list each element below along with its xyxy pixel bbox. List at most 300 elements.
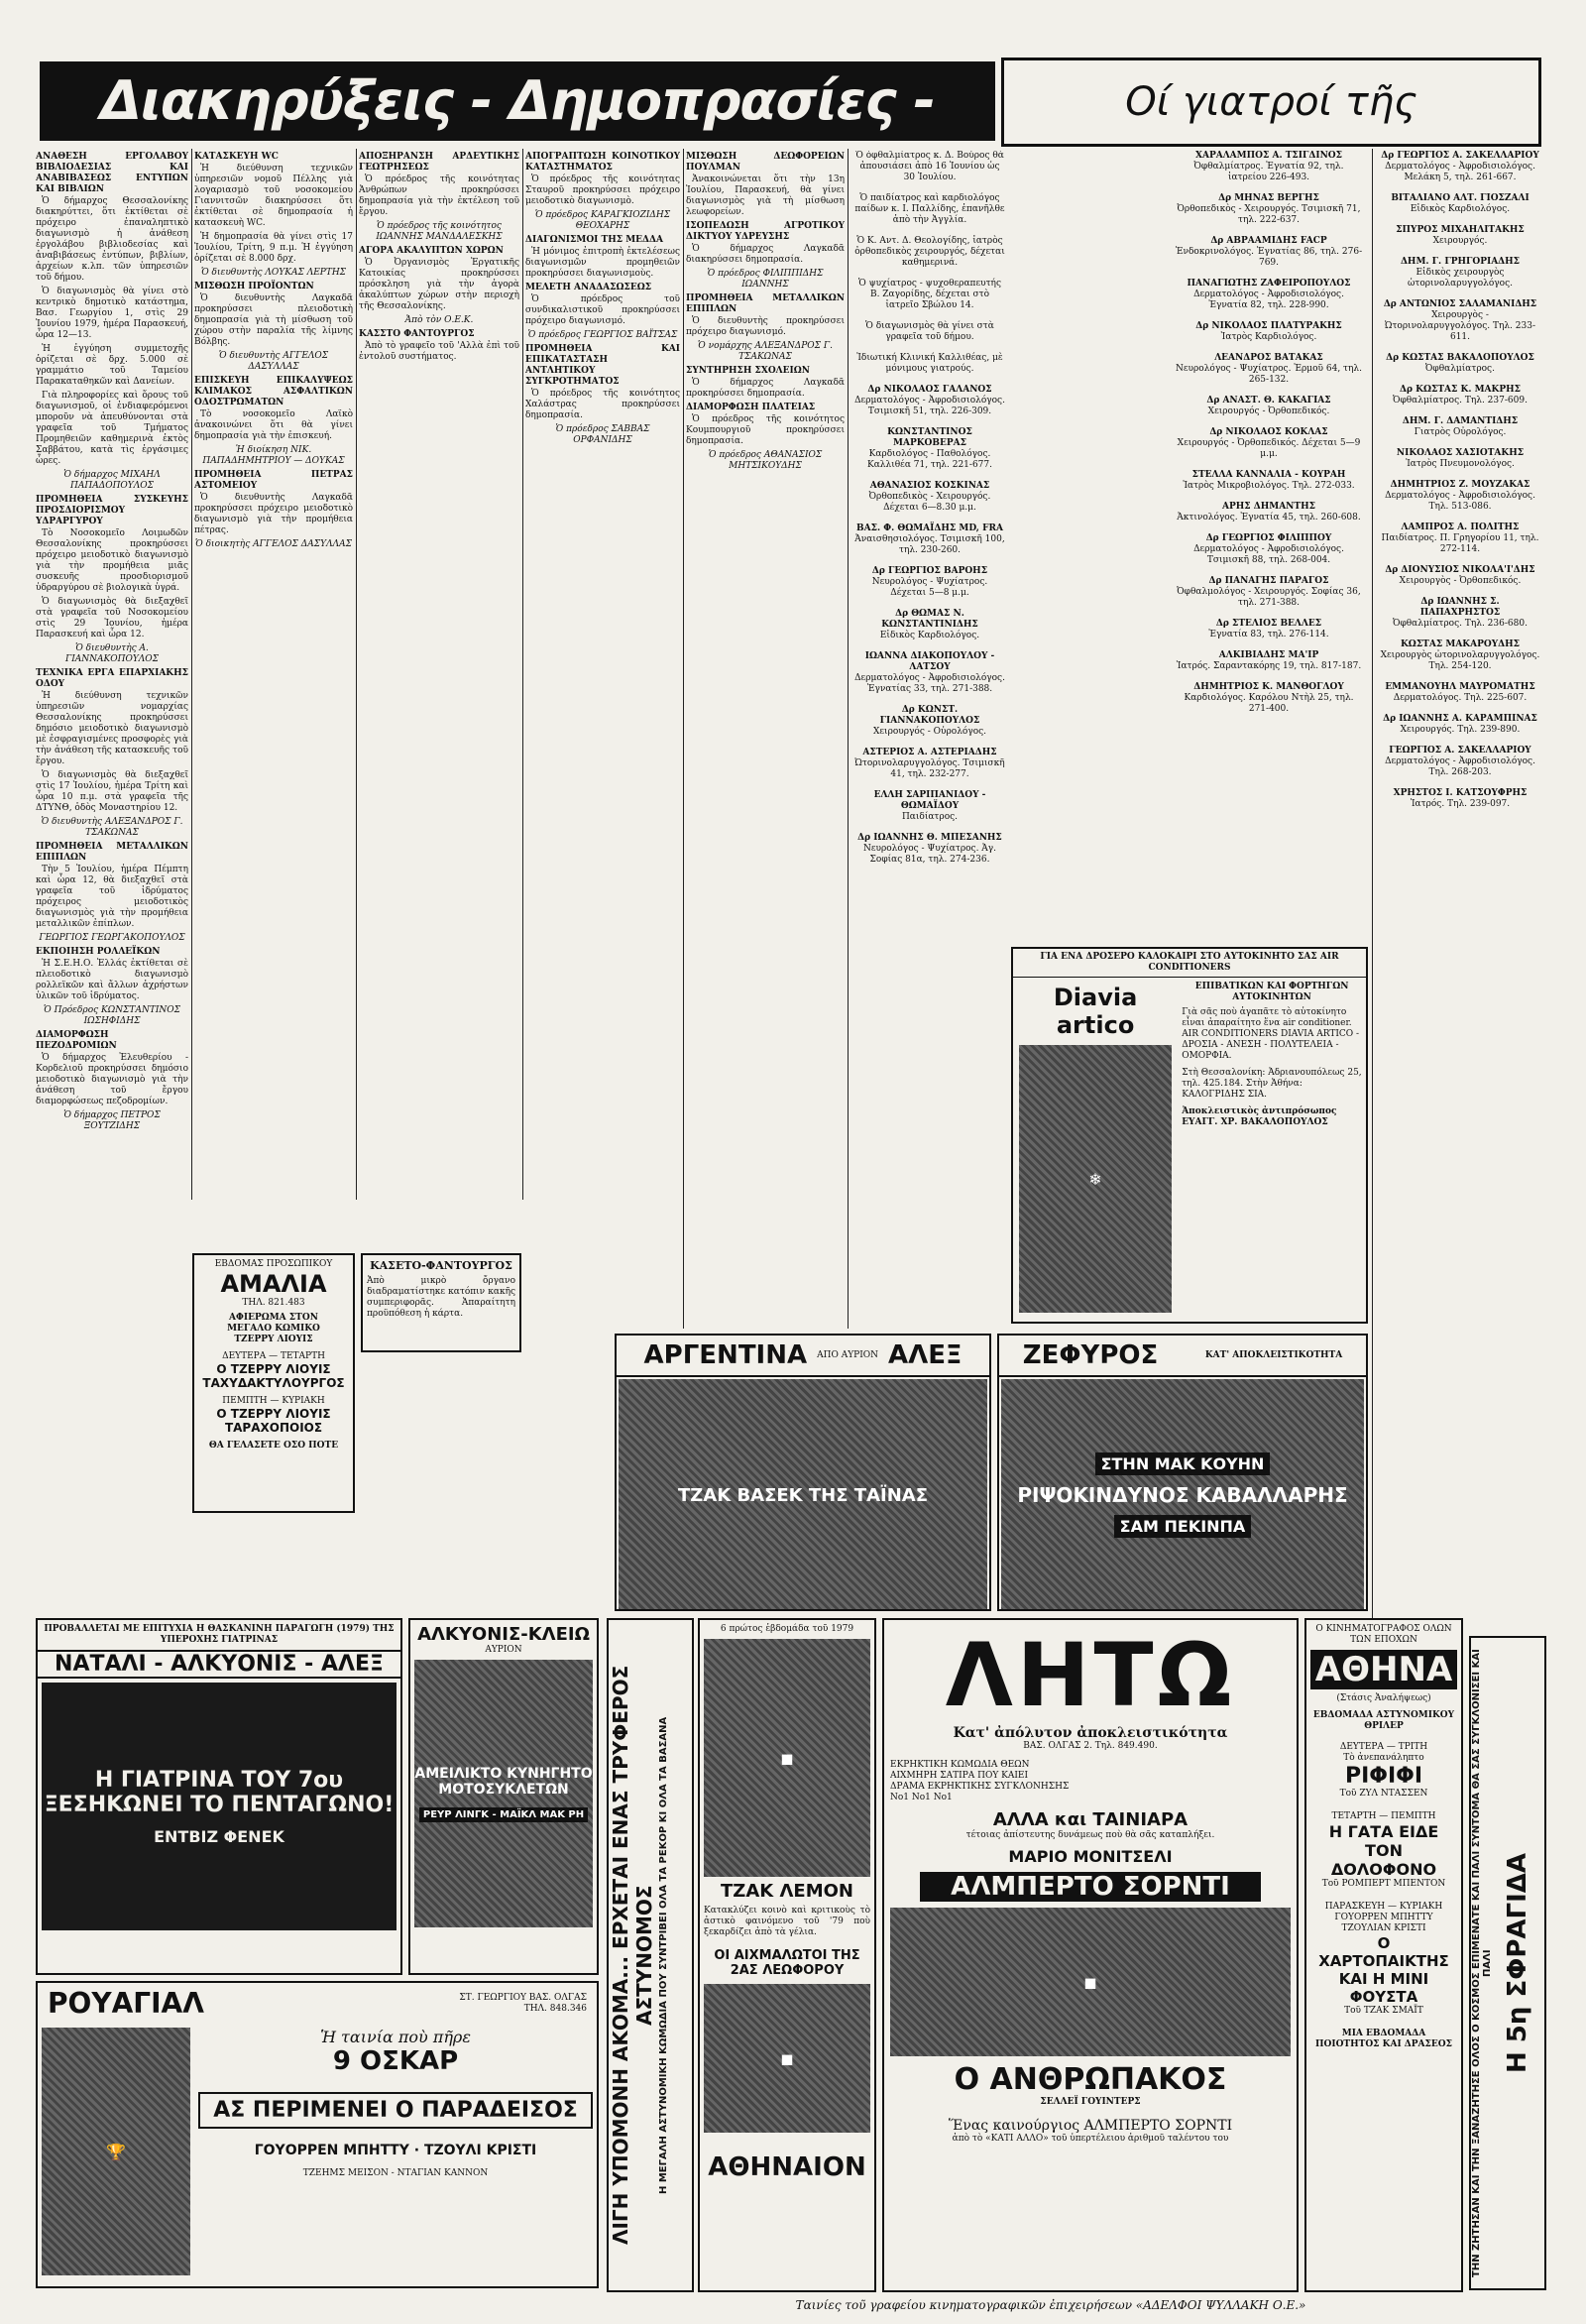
natali-poster <box>42 1683 396 1930</box>
doctor-name: Δρ ΓΕΩΡΓΙΟΣ ΒΑΡΟΗΣ <box>871 566 988 576</box>
doctor-details: Καρδιολόγος. Καρόλου Ντὴλ 25, τηλ. 271-400. <box>1184 693 1354 714</box>
doctor-details: Χειρουργός - Ὀρθοπεδικός. <box>1207 407 1330 416</box>
doctor-entry <box>1380 523 1540 555</box>
doctor-name: Δρ ΝΙΚΟΛΑΟΣ ΚΟΚΛΑΣ <box>1209 427 1328 437</box>
doctor-entry <box>1174 502 1364 523</box>
doctors-column-right <box>1376 151 1544 1628</box>
doctor-details: Παιδίατρος. <box>901 812 959 822</box>
doctor-entry <box>1380 639 1540 672</box>
aircon-dealer: Στὴ Θεσσαλονίκη: Ἀδριανουπόλεως 25, τηλ. 425.184. Στὴν Ἀθήνα: ΚΑΛΟΓΡΙΔΗΣ ΣΙΑ. <box>1182 1068 1362 1100</box>
athinaion-star: ΤΖΑΚ ΛΕΜΟΝ <box>721 1881 853 1902</box>
argentina-film: ΤΖΑΚ ΒΑΣΕΚ ΤΗΣ ΤΑΪΝΑΣ <box>677 1484 929 1506</box>
lito-poster: ◼ <box>890 1908 1291 2056</box>
doctor-entry <box>1380 225 1540 247</box>
notice-text: Ἡ δημοπρασία θὰ γίνει στὶς 17 Ἰουλίου, Τρίτη, 9 π.μ. Ἡ ἐγγύηση ὁρίζεται σὲ 8.000 δρχ. <box>194 232 353 264</box>
doctor-details: Δερματολόγος - Ἀφροδισιολόγος. Ἐγνατία 82, τηλ. 228-990. <box>1193 290 1344 310</box>
doctor-name: ΑΛΚΙΒΙΑΔΗΣ ΜΑ'ΙΡ <box>1218 650 1319 660</box>
doctor-entry <box>854 566 1005 599</box>
notice-heading: ΕΚΠΟΙΗΣΗ ΡΟΛΛΕΪΚΩΝ <box>36 947 161 957</box>
natali-cinema-ad <box>36 1618 402 1975</box>
notice-heading: ΚΑΣΣΤΟ ΦΑΝΤΟΥΡΓΟΣ <box>359 329 475 339</box>
doctor-entry <box>854 236 1005 269</box>
doctor-entry <box>1174 650 1364 672</box>
notice-text: Ἡ διεύθυνση τεχνικῶν ὑπηρεσιῶν νομαρχίας Θεσσαλονίκης προκηρύσσει δημόσιο μειοδοτικὸ διαγωνισμὸ μὲ ἐσφραγισμένες προσφορὲς γιὰ τὴν ἀνάθεση τῆς κατασκευῆς τοῦ ἔργου. <box>36 691 188 766</box>
notice-text: Ὁ διαγωνισμὸς θὰ διεξαχθεῖ στὰ γραφεῖα τοῦ Νοσοκομείου στὶς 29 Ἰουνίου, ἡμέρα Παρασκευή καὶ ὧρα 12. <box>36 597 188 639</box>
notice-text: Ὁ Ὀργανισμὸς Ἐργατικῆς Κατοικίας προκηρύσσει πρόσκληση γιὰ τὴν ἀγορὰ ἀκαλύπτων χώρων στὴν περιοχὴ τῆς Θεσσαλονίκης. <box>359 258 519 311</box>
notice-text: Ἀπὸ τὸ γραφεῖο τοῦ 'Αλλὰ ἐπὶ τοῦ ἐντολοῦ συστήματος. <box>359 341 519 362</box>
doctor-details: Δερματολόγος - Ἀφροδισιολόγος. Τηλ. 268-203. <box>1385 756 1535 777</box>
doctor-name: ΔΗΜΗΤΡΙΟΣ Ζ. ΜΟΥΖΑΚΑΣ <box>1390 480 1530 490</box>
kasseto-body: Ἀπὸ μικρὸ ὄργανο διαδραματίστηκε κατόπιν κακῆς συμπεριφορᾶς. Ἀπαραίτητη προϋπόθεση ἡ κάρτα. <box>367 1276 515 1319</box>
doctor-name: Δρ ΜΗΝΑΣ ΒΕΡΓΗΣ <box>1218 193 1319 203</box>
lito-footer-1: Ἕνας καινούργιος ΑΛΜΠΕΡΤΟ ΣΟΡΝΤΙ <box>948 2118 1233 2134</box>
natali-film: Η ΓΙΑΤΡΙΝΑ ΤΟΥ 7ου ΞΕΣΗΚΩΝΕΙ ΤΟ ΠΕΝΤΑΓΩΝΟ! <box>44 1767 395 1817</box>
notice-text: Ὁ δήμαρχος Λαγκαδᾶ διακηρύσσει δημοπρασία. <box>686 244 845 265</box>
notice-heading: ΑΝΑΘΕΣΗ ΕΡΓΟΛΑΒΟΥ ΒΙΒΛΙΟΔΕΣΙΑΣ ΚΑΙ ΑΝΑΒΙΒΑΣΕΩΣ ΕΝΤΥΠΩΝ ΚΑΙ ΒΙΒΛΙΩΝ <box>36 152 188 194</box>
doctor-details: Ἰατρός. Σαραντακόρης 19, τηλ. 817-187. <box>1176 661 1362 671</box>
notice-signature: ΓΕΩΡΓΙΟΣ ΓΕΩΡΓΑΚΟΠΟΥΛΟΣ <box>39 933 185 943</box>
doctor-entry <box>1174 321 1364 343</box>
doctor-entry <box>854 279 1005 311</box>
doctor-details: Δερματολόγος - Ἀφροδισιολόγος. Ἐγνατίας 33, τηλ. 271-388. <box>854 673 1005 694</box>
doctor-entry <box>854 321 1005 343</box>
notice-heading: ΚΑΤΑΣΚΕΥΗ WC <box>194 152 279 162</box>
doctor-details: Δερματολόγος. Τηλ. 225-607. <box>1393 693 1528 703</box>
notice-heading: ΤΕΧΝΙΚΑ ΕΡΓΑ ΕΠΑΡΧΙΑΚΗΣ ΟΔΟΥ <box>36 668 188 689</box>
doctor-details: Δερματολόγος - Ἀφροδισιολόγος. Μελάκη 5, τηλ. 261-667. <box>1385 162 1535 182</box>
athina-credit-1: Τοῦ ΖΥΛ ΝΤΑΣΣΕΝ <box>1339 1789 1428 1799</box>
aircon-representative: Ἀποκλειστικὸς ἀντιπρόσωπος ΕΥΑΓΓ. ΧΡ. ΒΑΚΑΛΟΠΟΥΛΟΣ <box>1182 1106 1337 1127</box>
doctor-entry <box>1174 396 1364 417</box>
lito-star: ΑΛΜΠΕΡΤΟ ΣΟΡΝΤΙ <box>920 1872 1261 1902</box>
doctor-details: Ἐγνατία 83, τηλ. 276-114. <box>1208 630 1329 639</box>
lito-genre-3: ΔΡΑΜΑ ΕΚΡΗΚΤΙΚΗΣ ΣΥΓΚΛΟΝΗΣΗΣ <box>890 1782 1070 1792</box>
doctor-details: Χειρουργὸς ὠτορινολαρυγγολόγος. Τηλ. 254-120. <box>1380 650 1540 671</box>
athinaion-body: Κατακλύζει κοινὸ καὶ κριτικοὺς τὸ ἀστικὸ φαινόμενο τοῦ '79 ποὺ ξεκαρδίζει ἀπὸ τὰ γέλια. <box>704 1906 870 1937</box>
doctor-details: Εἰδικὸς Καρδιολόγος. <box>1410 204 1511 214</box>
doctor-name: Δρ ΑΝΤΩΝΙΟΣ ΣΑΛΑΜΑΝΙΔΗΣ <box>1383 299 1537 309</box>
doctor-entry <box>1380 416 1540 438</box>
doctor-details: Χειρουργός. <box>1432 236 1488 246</box>
natali-headline: ΠΡΟΒΑΛΛΕΤΑΙ ΜΕ ΕΠΙΤΥΧΙΑ Η ΘΑΣΚΑΝΙΝΗ ΠΑΡΑΓΩΓΗ (1979) ΤΗΣ ΥΠΕΡΟΧΗΣ ΓΙΑΤΡΙΝΑΣ <box>44 1624 395 1645</box>
fifth-seal-side: ΤΗΝ ΖΗΤΗΣΑΝ ΚΑΙ ΤΗΝ ΞΑΝΑΖΗΤΗΣΕ ΟΛΟΣ Ο ΚΟΣΜΟΣ ΕΠΙΜΕΝΑΤΕ ΚΑΙ ΠΑΛΙ ΣΥΝΤΟΜΑ ΘΑ ΣΑΣ ΣΥΓΚΛΟΝΙΣΕΙ ΚΑΙ ΠΑΛΙ <box>1471 1649 1493 2277</box>
lito-footer-2: ἀπὸ τὸ «ΚΑΤΙ ΑΛΛΟ» τοῦ ὑπερτέλειου ἀριθμοῦ ταλέντου του <box>952 2134 1229 2144</box>
notice-text: Ὁ πρόεδρος τῆς κοινότητος Κουμπουργιοῦ προκηρύσσει δημοπρασία. <box>686 414 845 446</box>
notice-text: Τὸ Νοσοκομεῖο Λοιμωδῶν Θεσσαλονίκης προκηρύσσει πρόχειρο μειοδοτικὸ διαγωνισμὸ γιὰ τὴν προμήθεια μιᾶς συσκευῆς προσδιορισμοῦ ὑδραργύρου σὲ βιολογικὰ ὑγρά. <box>36 528 188 593</box>
doctor-details: Ὁ παιδίατρος καὶ καρδιολόγος παίδων κ. Ι. Παλλίδης, ἐπανῆλθε ἀπὸ τὴν Ἀγγλία. <box>854 193 1005 225</box>
notice-text: Ὁ πρόεδρος τῆς κοινότητας Σταυροῦ προκηρύσσει πρόχειρο μειοδοτικὸ διαγωνισμὸ. <box>525 174 680 206</box>
doctor-entry <box>1174 682 1364 715</box>
notice-signature: Ὁ πρόεδρος ΚΑΡΑΓΚΙΟΖΙΔΗΣ ΘΕΟΧΑΡΗΣ <box>534 210 671 231</box>
tender-cop-vertical-ad <box>607 1618 694 2292</box>
doctor-entry <box>1174 279 1364 311</box>
doctor-name: Δρ ΚΩΝΣΤ. ΓΙΑΝΝΑΚΟΠΟΥΛΟΣ <box>879 705 980 726</box>
doctor-name: Δρ ΙΩΑΝΝΗΣ Σ. ΠΑΠΑΧΡΗΣΤΟΣ <box>1419 597 1501 618</box>
doctor-name: ΕΛΛΗ ΣΑΡΙΠΑΝΙΔΟΥ - ΘΩΜΑΪΔΟΥ <box>873 790 986 811</box>
amalia-days-2: ΠΕΜΠΤΗ — ΚΥΡΙΑΚΗ <box>222 1396 325 1406</box>
doctor-details: Εἰδικὸς Καρδιολόγος. <box>879 631 980 640</box>
notice-signature: Ὁ πρόεδρος ΦΙΛΙΠΠΙΔΗΣ ΙΩΑΝΝΗΣ <box>707 269 824 290</box>
notice-heading: ΠΡΟΜΗΘΕΙΑ ΜΕΤΑΛΛΙΚΩΝ ΕΠΙΠΛΩΝ <box>36 842 188 863</box>
athina-credit-3: Τοῦ ΤΖΑΚ ΣΜΑΪΤ <box>1344 2006 1423 2016</box>
notice-text: Τὴν 5 Ἰουλίου, ἡμέρα Πέμπτη καὶ ὧρα 12, θὰ διεξαχθεῖ στὰ γραφεῖα τοῦ ἱδρύματος πρόχειρος μειοδοτικὸς διαγωνισμὸς γιὰ τὴν προμήθεια μεταλλικῶν ἐπίπλων. <box>36 865 188 929</box>
notice-signature: Ὁ διευθυντὴς ΑΓΓΕΛΟΣ ΔΑΣΥΛΛΑΣ <box>218 351 329 372</box>
doctor-entry <box>1174 193 1364 226</box>
doctor-entry <box>1174 427 1364 460</box>
amalia-line-2: ΜΕΓΑΛΟ ΚΩΜΙΚΟ <box>227 1324 320 1334</box>
doctor-details: Νευρολόγος - Ψυχίατρος. Ἀγ. Σοφίας 81α, τηλ. 274-236. <box>862 844 997 865</box>
zefyros-name: ΖΕΦΥΡΟΣ <box>1022 1340 1159 1370</box>
alkyonis-name: ΑΛΚΥΟΝΙΣ-ΚΛΕΙΩ <box>417 1624 590 1645</box>
notice-text: Ὁ διευθυντὴς Λαγκαδᾶ προκηρύσσει πρόχειρο μειοδοτικὸ διαγωνισμὸ γιὰ τὴν προμήθεια πέτρας. <box>194 493 353 535</box>
doctor-entry <box>854 385 1005 417</box>
athina-week: ΕΒΔΟΜΑΔΑ ΑΣΤΥΝΟΜΙΚΟΥ ΘΡΙΛΕΡ <box>1312 1710 1455 1731</box>
notices-column-1 <box>36 149 188 1348</box>
doctor-details: Ὀφθαλμίατρος. Ἐγνατία 92, τηλ. ἰατρείου 226-493. <box>1193 162 1344 182</box>
notice-heading: ΔΙΑΜΟΡΦΩΣΗ ΠΛΑΤΕΙΑΣ <box>686 403 816 412</box>
oscar-statue-image: 🏆 <box>42 2028 190 2275</box>
doctor-name: ΔΗΜΗΤΡΙΟΣ Κ. ΜΑΝΘΟΓΛΟΥ <box>1193 682 1344 692</box>
doctor-details: Χειρουργὸς - Ὠτορινολαρυγγολόγος. Τηλ. 233-611. <box>1384 310 1535 342</box>
doctor-entry <box>1174 353 1364 386</box>
doctor-name: Δρ ΑΝΑΣΤ. Θ. ΚΑΚΑΓΙΑΣ <box>1206 396 1331 406</box>
alkyonis-cinema-ad <box>408 1618 599 1975</box>
lito-film: Ο ΑΝΘΡΩΠΑΚΟΣ <box>954 2062 1227 2097</box>
aircon-ad <box>1011 947 1368 1324</box>
doctors-column-middle <box>1170 151 1368 944</box>
doctor-entry <box>1380 385 1540 407</box>
doctor-details: Χειρουργός - Ὀρθοπεδικός. Δέχεται 5—9 μ.μ. <box>1177 438 1361 459</box>
notices-column-3 <box>359 149 519 1180</box>
amalia-days-1: ΔΕΥΤΕΡΑ — ΤΕΤΑΡΤΗ <box>222 1351 325 1361</box>
argentina-cinema-ad <box>615 1334 991 1611</box>
natali-star: ΕΝΤΒΙΖ ΦΕΝΕΚ <box>154 1826 284 1846</box>
fifth-seal-title: Η 5η ΣΦΡΑΓΙΔΑ <box>1503 1853 1532 2073</box>
lito-genre-1: ΕΚΡΗΚΤΙΚΗ ΚΩΜΩΔΙΑ ΘΕΩΝ <box>890 1760 1030 1770</box>
doctor-name: Δρ ΙΩΑΝΝΗΣ Α. ΚΑΡΑΜΠΙΝΑΣ <box>1383 714 1537 724</box>
natali-cinemas: ΝΑΤΑΛΙ - ΑΛΚΥΟΝΙΣ - ΑΛΕΞ <box>38 1650 400 1679</box>
doctor-details: Ὀφθαλμίατρος. Τηλ. 237-609. <box>1393 396 1528 406</box>
notice-text: Ὁ πρόεδρος τῆς κοινότητας Ἀνθρώπων προκηρύσσει δημοπρασία γιὰ τὴν ἐκτέλεση τοῦ ἔργου. <box>359 174 519 217</box>
doctor-entry <box>1380 353 1540 375</box>
notice-heading: ΕΠΙΣΚΕΥΗ ΕΠΙΚΑΛΥΨΕΩΣ ΚΛΙΜΑΚΟΣ ΑΣΦΑΛΤΙΚΩΝ ΟΔΟΣΤΡΩΜΑΤΩΝ <box>194 376 353 407</box>
athinaion-poster: ◼ <box>704 1639 870 1877</box>
notices-column-2 <box>194 149 353 1239</box>
doctor-details: Ἐνδοκρινολόγος. Ἐγνατίας 86, τηλ. 276-769. <box>1175 247 1363 268</box>
doctor-name: ΕΜΜΑΝΟΥΗΛ ΜΑΥΡΟΜΑΤΗΣ <box>1385 682 1535 692</box>
page-footer: Ταινίες τοῦ γραφείου κινηματογραφικῶν ἐπιχειρήσεων «ΑΔΕΛΦΟΙ ΨΥΛΛΑΚΗ Ο.Ε.» <box>795 2298 1306 2312</box>
athina-note-1: Τὸ ἀνεπανάληπτο <box>1343 1753 1424 1763</box>
doctor-entry <box>1174 236 1364 269</box>
alkyonis-poster <box>414 1660 593 1927</box>
amalia-line-1: ΑΦΙΕΡΩΜΑ ΣΤΟΝ <box>229 1313 318 1323</box>
doctor-entry <box>854 427 1005 471</box>
doctor-entry <box>854 651 1005 695</box>
doctor-name: ΧΑΡΑΛΑΜΠΟΣ Α. ΤΣΙΓΔΙΝΟΣ <box>1194 151 1342 161</box>
royagial-name: ΡΟΥΑΓΙΑΛ <box>48 1987 204 2020</box>
lito-tagline: Κατ' ἀπόλυτον ἀποκλειστικότητα <box>953 1725 1228 1741</box>
tender-cop-title: ΛΙΓΗ ΥΠΟΜΟΝΗ ΑΚΟΜΑ... ΕΡΧΕΤΑΙ ΕΝΑΣ ΤΡΥΦΕΡΟΣ ΑΣΤΥΝΟΜΟΣ <box>609 1665 656 2246</box>
doctor-details: Χειρουργός. Τηλ. 239-890. <box>1400 725 1521 735</box>
athina-footer: ΜΙΑ ΕΒΔΟΜΑΔΑ ΠΟΙΟΤΗΤΟΣ ΚΑΙ ΔΡΑΣΕΟΣ <box>1315 2029 1452 2049</box>
kasseto-ad <box>361 1253 521 1352</box>
zefyros-film: ΡΙΨΟΚΙΝΔΥΝΟΣ ΚΑΒΑΛΛΑΡΗΣ <box>1017 1483 1348 1507</box>
notice-signature: Ὁ πρόεδρος ΣΑΒΒΑΣ ΟΡΦΑΝΙΔΗΣ <box>555 424 650 445</box>
notice-text: Ἀνακοινώνεται ὅτι τὴν 13η Ἰουλίου, Παρασκευή, θὰ γίνει διαγωνισμὸς γιὰ τὴ μίσθωση λεωφορείων. <box>686 174 845 217</box>
doctor-entry <box>854 790 1005 823</box>
notice-text: Ὁ διαγωνισμὸς θὰ γίνει στὸ κεντρικὸ δημοτικὸ κατάστημα, Βασ. Γεωργίου 1, στὶς 29 Ἰουνίου 1979, ἡμέρα Παρασκευή, ὧρα 12—13. <box>36 287 188 340</box>
doctor-entry <box>854 353 1005 375</box>
royagial-oscars: 9 ΟΣΚΑΡ <box>332 2046 459 2076</box>
doctor-details: Ὁ ψυχίατρος - ψυχοθεραπευτής Β. Ζαγορίδης, δέχεται στὸ ἰατρεῖο Σβώλου 14. <box>858 279 1001 310</box>
notice-text: Ἡ μόνιμος ἐπιτροπὴ ἐκτελέσεως διαγωνισμῶν προμηθειῶν προκηρύσσει διαγωνισμοὺς. <box>525 247 680 279</box>
doctor-details: Χειρουργός - Οὐρολόγος. <box>872 727 987 737</box>
aircon-product-photo: ❄ <box>1019 1045 1172 1313</box>
royagial-film: ΑΣ ΠΕΡΙΜΕΝΕΙ Ο ΠΑΡΑΔΕΙΣΟΣ <box>198 2092 593 2129</box>
doctor-name: ΒΑΣ. Φ. ΘΩΜΑΪΔΗΣ MD, FRA <box>856 523 1003 533</box>
doctor-name: Δρ ΣΤΕΛΙΟΣ ΒΕΛΛΕΣ <box>1215 619 1322 629</box>
doctor-name: Δρ ΠΑΝΑΓΗΣ ΠΑΡΑΓΟΣ <box>1208 576 1329 586</box>
doctor-details: Γιατρὸς Οὐρολόγος. <box>1414 427 1507 437</box>
doctor-entry <box>1380 257 1540 290</box>
notice-text: Ἡ ἐγγύηση συμμετοχῆς ὁρίζεται σὲ δρχ. 5.000 σὲ γραμμάτιο τοῦ Ταμείου Παρακαταθηκῶν καὶ Δανείων. <box>36 344 188 387</box>
lito-costar: ΣΕΛΛΕΪ ΓΟΥΙΝΤΕΡΣ <box>1040 2097 1141 2107</box>
doctor-details: Εἰδικὸς χειρουργὸς ὠτορινολαρυγγολόγος. <box>1408 268 1513 289</box>
doctor-name: ΣΠΥΡΟΣ ΜΙΧΑΗΛΙΤΑΚΗΣ <box>1396 225 1525 235</box>
doctor-name: Δρ ΚΩΣΤΑΣ Κ. ΜΑΚΡΗΣ <box>1400 385 1521 395</box>
doctor-details: Ὀφθαλμίατρος. Τηλ. 236-680. <box>1393 619 1528 629</box>
doctor-details: Ἀκτινολόγος. Ἐγνατία 45, τηλ. 260-608. <box>1177 513 1361 523</box>
notice-signature: Ὁ νομάρχης ΑΛΕΞΑΝΔΡΟΣ Γ. ΤΣΑΚΩΝΑΣ <box>698 341 833 362</box>
aircon-body: Γιὰ σᾶς ποὺ ἀγαπᾶτε τὸ αὐτοκίνητο εἶναι ἀπαραίτητο ἕνα air conditioner. AIR CONDITIONERS DIAVIA ARTICO - ΔΡΟΣΙΑ - ΑΝΕΣΗ - ΠΟΛΥΤΕΛΕΙΑ - ΟΜΟΡΦΙΑ. <box>1182 1007 1360 1061</box>
doctor-entry <box>854 833 1005 866</box>
doctor-details: Ἰδιωτική Κλινική Καλλιθέας, μὲ μόνιμους γιατρούς. <box>856 353 1003 374</box>
doctor-details: Χειρουργὸς - Ὀρθοπεδικός. <box>1399 576 1522 586</box>
doctor-details: Δερματολόγος - Ἀφροδισιολόγος. Τηλ. 513-086. <box>1385 491 1535 512</box>
lito-genre-2: ΑΙΧΜΗΡΗ ΣΑΤΙΡΑ ΠΟΥ ΚΑΙΕΙ <box>890 1771 1029 1781</box>
athina-film-2: Η ΓΑΤΑ ΕΙΔΕ ΤΟΝ ΔΟΛΟΦΟΝΟ <box>1328 1822 1439 1879</box>
notice-text: Ὁ δήμαρχος Ἐλευθερίου - Κορδελιοῦ προκηρύσσει δημόσιο μειοδοτικὸ διαγωνισμὸ γιὰ τὴν ἀνάθεση τοῦ ἔργου διαμορφώσεως πεζοδρομίων. <box>36 1053 188 1106</box>
doctor-entry <box>854 609 1005 641</box>
athina-days-1: ΔΕΥΤΕΡΑ — ΤΡΙΤΗ <box>1339 1742 1428 1752</box>
amalia-film-1: Ο ΤΖΕΡΡΥ ΛΙΟΥΙΣ ΤΑΧΥΔΑΚΤΥΛΟΥΡΓΟΣ <box>202 1362 345 1390</box>
notice-signature: Ὁ Πρόεδρος ΚΩΝΣΤΑΝΤΙΝΟΣ ΙΩΣΗΦΙΔΗΣ <box>44 1005 180 1026</box>
aircon-subhead: ΕΠΙΒΑΤΙΚΩΝ ΚΑΙ ΦΟΡΤΗΓΩΝ ΑΥΤΟΚΙΝΗΤΩΝ <box>1194 982 1349 1002</box>
doctor-entry <box>1380 193 1540 215</box>
notice-text: Ὁ πρόεδρος τοῦ συνδικαλιστικοῦ προκηρύσσει πρόχειρο διαγωνισμό. <box>525 294 680 326</box>
notice-heading: ΜΙΣΘΩΣΗ ΠΡΟΪΟΝΤΩΝ <box>194 282 314 291</box>
amalia-film-2: Ο ΤΖΕΡΡΥ ΛΙΟΥΙΣ ΤΑΡΑΧΟΠΟΙΟΣ <box>216 1407 331 1435</box>
notice-text: Ὁ δήμαρχος Λαγκαδᾶ προκηρύσσει δημοπρασία. <box>686 378 845 399</box>
doctor-details: Νευρολόγος - Ψυχίατρος. Ἐρμοῦ 64, τηλ. 265-132. <box>1176 364 1362 385</box>
amalia-week: ΕΒΔΟΜΑΣ ΠΡΟΣΩΠΙΚΟΥ <box>214 1259 333 1269</box>
doctor-name: ΣΤΕΛΛΑ ΚΑΝΝΑΛΙΑ - ΚΟΥΡΑΗ <box>1191 470 1346 480</box>
notice-text: Ὁ πρόεδρος τῆς κοινότητος Χαλάστρας προκηρύσσει δημοπρασία. <box>525 389 680 420</box>
notice-signature: Ὁ διοικητὴς ΑΓΓΕΛΟΣ ΔΑΣΥΛΛΑΣ <box>195 539 352 549</box>
notice-heading: ΜΕΛΕΤΗ ΑΝΑΔΑΣΩΣΕΩΣ <box>525 283 652 292</box>
notice-heading: ΠΡΟΜΗΘΕΙΑ ΠΕΤΡΑΣ ΑΣΤΟΜΕΙΟΥ <box>194 470 353 491</box>
doctor-details: Ὠτορινολαρυγγολόγος. Τσιμισκῆ 41, τηλ. 232-277. <box>854 758 1005 779</box>
doctor-entry <box>1380 597 1540 630</box>
amalia-name: ΑΜΑΛΙΑ <box>220 1270 327 1298</box>
doctor-name: Δρ ΓΕΩΡΓΙΟΣ Α. ΣΑΚΕΛΛΑΡΙΟΥ <box>1381 151 1539 161</box>
notice-signature: Ὁ πρόεδρος ΑΘΑΝΑΣΙΟΣ ΜΗΤΣΙΚΟΥΔΗΣ <box>708 450 823 471</box>
notice-heading: ΣΥΝΤΗΡΗΣΗ ΣΧΟΛΕΙΩΝ <box>686 366 810 376</box>
doctor-name: ΒΙΤΑΛΙΑΝΟ ΑΛΤ. ΓΙΟΣΖΑΛΙ <box>1391 193 1529 203</box>
notice-heading: ΙΣΟΠΕΔΩΣΗ ΑΓΡΟΤΙΚΟΥ ΔΙΚΤΥΟΥ ΥΔΡΕΥΣΗΣ <box>686 221 845 242</box>
alkyonis-star: ΡΕΥΡ ΛΙΝΓΚ - ΜΑΪΚΛ ΜΑΚ ΡΗ <box>419 1807 588 1822</box>
royagial-phone: ΤΗΛ. 848.346 <box>523 2003 587 2014</box>
doctor-details: Ἰατρὸς Πνευμονολόγος. <box>1406 459 1515 469</box>
notice-text: Ἡ Σ.Ε.Η.Ο. Ἑλλάς ἐκτίθεται σὲ πλειοδοτικὸ διαγωνισμὸ ρολλεϊκῶν καὶ ἄλλων ἀχρήστων ὑλικῶν τοῦ ἱδρύματος. <box>36 959 188 1001</box>
doctor-entry <box>1174 576 1364 609</box>
alkyonis-from: ΑΥΡΙΟΝ <box>485 1645 522 1655</box>
royagial-address: ΣΤ. ΓΕΩΡΓΙΟΥ ΒΑΣ. ΟΛΓΑΣ <box>459 1992 587 2003</box>
doctor-name: Δρ ΝΙΚΟΛΑΟΣ ΠΛΑΤΥΡΑΚΗΣ <box>1195 321 1342 331</box>
amalia-cinema-ad <box>192 1253 355 1513</box>
doctor-entry <box>1174 151 1364 183</box>
notice-text: Ὁ διευθυντὴς προκηρύσσει πρόχειρο διαγωνισμό. <box>686 316 845 337</box>
amalia-line-3: ΤΖΕΡΡΥ ΛΙΟΥΙΣ <box>234 1335 313 1344</box>
doctor-details: Ὁ διαγωνισμὸς θὰ γίνει στὰ γραφεῖα τοῦ δήμου. <box>865 321 994 342</box>
argentina-name: ΑΡΓΕΝΤΙΝΑ <box>643 1340 808 1370</box>
lito-genre-4: Νο1 Νο1 Νο1 <box>890 1793 953 1802</box>
doctor-name: Δρ ΘΩΜΑΣ Ν. ΚΩΝΣΤΑΝΤΙΝΙΔΗΣ <box>881 609 978 630</box>
notice-heading: ΠΡΟΜΗΘΕΙΑ ΜΕΤΑΛΛΙΚΩΝ ΕΠΙΠΛΩΝ <box>686 293 845 314</box>
notice-signature: Ὁ διευθυντὴς ΛΟΥΚΑΣ ΛΕΡΤΗΣ <box>200 268 347 278</box>
notice-heading: ΑΠΟΓΡΑΠΤΩΣΗ ΚΟΙΝΟΤΙΚΟΥ ΚΑΤΑΣΤΗΜΑΤΟΣ <box>525 152 680 173</box>
lito-line-2: τέτοιας ἀπίστευτης δυνάμεως ποὺ θὰ σᾶς καταπλήξει. <box>965 1830 1215 1840</box>
royagial-stars: ΓΟΥΟΡΡΕΝ ΜΠΗΤΤΥ · ΤΖΟΥΛΙ ΚΡΙΣΤΙ <box>254 2143 537 2158</box>
doctor-name: ΙΩΑΝΝΑ ΔΙΑΚΟΠΟΥΛΟΥ - ΛΑΤΣΟΥ <box>864 651 995 672</box>
doctor-entry <box>854 481 1005 514</box>
doctor-name: ΑΡΗΣ ΔΗΜΑΝΤΗΣ <box>1222 502 1315 512</box>
lito-address: ΒΑΣ. ΟΛΓΑΣ 2. Τηλ. 849.490. <box>1023 1741 1158 1751</box>
doctor-entry <box>1174 470 1364 492</box>
notice-signature: Ἀπὸ τὸν Ο.Ε.Κ. <box>404 315 474 325</box>
doctor-name: ΓΕΩΡΓΙΟΣ Α. ΣΑΚΕΛΛΑΡΙΟΥ <box>1389 746 1531 755</box>
athina-top: Ο ΚΙΝΗΜΑΤΟΓΡΑΦΟΣ ΟΛΩΝ ΤΩΝ ΕΠΟΧΩΝ <box>1315 1624 1452 1645</box>
notice-heading: ΑΠΟΞΗΡΑΝΣΗ ΑΡΔΕΥΤΙΚΗΣ ΓΕΩΤΡΗΣΕΩΣ <box>359 152 519 173</box>
notice-heading: ΔΙΑΜΟΡΦΩΣΗ ΠΕΖΟΔΡΟΜΙΩΝ <box>36 1030 117 1051</box>
notice-signature: Ὁ πρόεδρος ΓΕΩΡΓΙΟΣ ΒΑΪΤΣΑΣ <box>527 330 678 340</box>
doctor-details: Ἰατρός. Τηλ. 239-097. <box>1410 799 1511 809</box>
argentina-poster <box>619 1379 987 1611</box>
athina-cinema-ad <box>1304 1618 1463 2292</box>
doctor-entry <box>1380 480 1540 513</box>
notice-signature: Ὁ δήμαρχος ΜΙΧΑΗΛ ΠΑΠΑΔΟΠΟΥΛΟΣ <box>63 470 161 491</box>
athina-days-2: ΤΕΤΑΡΤΗ — ΠΕΜΠΤΗ <box>1331 1811 1436 1821</box>
doctor-name: ΚΩΝΣΤΑΝΤΙΝΟΣ ΜΑΡΚΟΒΕΡΑΣ <box>887 427 972 448</box>
notice-text: Ὁ διαγωνισμὸς θὰ διεξαχθεῖ στὶς 17 Ἰουλίου, ἡμέρα Τρίτη καὶ ὧρα 10 π.μ. στὰ γραφεῖα τῆς ΔΤΥΝΘ, ὁδὸς Μοναστηρίου 12. <box>36 770 188 813</box>
doctor-details: Νευρολόγος - Ψυχίατρος. Δέχεται 5—8 μ.μ. <box>871 577 988 598</box>
notice-signature: Ὁ πρόεδρος τῆς κοινότητος ΙΩΑΝΝΗΣ ΜΑΝΔΑΛΕΣΚΗΣ <box>376 221 503 242</box>
zefyros-director: ΣΑΜ ΠΕΚΙΝΠΑ <box>1114 1515 1252 1538</box>
doctor-name: Δρ ΑΒΡΑΑΜΙΔΗΣ FACP <box>1210 236 1327 246</box>
athinaion-cinema-ad <box>698 1618 876 2292</box>
doctor-name: ΑΘΑΝΑΣΙΟΣ ΚΟΣΚΙΝΑΣ <box>869 481 990 491</box>
amalia-phone: ΤΗΛ. 821.483 <box>242 1298 305 1308</box>
athina-film-3: Ο ΧΑΡΤΟΠΑΙΚΤΗΣ ΚΑΙ Η ΜΙΝΙ ΦΟΥΣΤΑ <box>1318 1934 1449 2006</box>
doctor-details: Δερματολόγος - Ἀφροδισιολόγος. Τσιμισκῆ 51, τηλ. 226-309. <box>854 396 1005 416</box>
notice-signature: Ἡ διοίκηση ΝΙΚ. ΠΑΠΑΔΗΜΗΤΡΙΟΥ — ΔΟΥΚΑΣ <box>202 445 345 466</box>
tender-cop-subtitle: Η ΜΕΓΑΛΗ ΑΣΤΥΝΟΜΙΚΗ ΚΩΜΩΔΙΑ ΠΟΥ ΣΥΝΤΡΙΒΕΙ ΟΛΑ ΤΑ ΡΕΚΟΡ ΚΙ ΟΛΑ ΤΑ ΒΑΣΑΝΑ <box>658 1716 669 2194</box>
amalia-footer: ΘΑ ΓΕΛΑΣΕΤΕ ΟΣΟ ΠΟΤΕ <box>208 1441 339 1451</box>
doctor-details: Ἰατρὸς Μικροβιολόγος. Τηλ. 272-033. <box>1183 481 1355 491</box>
doctor-entry <box>854 151 1005 183</box>
doctor-details: Ὀφθαλμολόγος - Χειρουργός. Σοφίας 36, τηλ. 271-388. <box>1177 587 1361 608</box>
lito-line-1: ΑΛΛΑ και ΤΑΙΝΙΑΡΑ <box>992 1809 1189 1830</box>
zefyros-poster <box>1001 1379 1364 1611</box>
doctors-masthead: Οί γιατροί τῆς <box>1001 58 1541 147</box>
doctor-entry <box>1380 565 1540 587</box>
athina-note-3: ΓΟΥΟΡΡΕΝ ΜΠΗΤΤΥ ΤΖΟΥΛΙΑΝ ΚΡΙΣΤΙ <box>1334 1913 1433 1933</box>
doctor-details: Ὀρθοπεδικὸς - Χειρουργός. Δέχεται 6—8.30 μ.μ. <box>868 492 991 513</box>
doctor-details: Καρδιολόγος - Παθολόγος. Καλλιθέα 71, τηλ. 221-677. <box>867 449 992 470</box>
doctor-entry <box>854 523 1005 556</box>
notice-heading: ΜΙΣΘΩΣΗ ΔΕΩΦΟΡΕΙΩΝ ΠΟΥΛΜΑΝ <box>686 152 845 173</box>
doctor-details: Παιδίατρος. Π. Γρηγορίου 11, τηλ. 272-114. <box>1381 533 1539 554</box>
doctor-entry <box>1380 299 1540 343</box>
doctor-entry <box>1174 533 1364 566</box>
doctor-details: Δερματολόγος - Ἀφροδισιολόγος. Τσιμισκῆ 88, τηλ. 268-004. <box>1193 544 1344 565</box>
doctor-entry <box>854 705 1005 738</box>
doctor-entry <box>1380 682 1540 704</box>
zefyros-star: ΣΤΗΝ ΜΑΚ ΚΟΥΗΝ <box>1095 1452 1271 1475</box>
doctor-name: ΑΣΤΕΡΙΟΣ Α. ΑΣΤΕΡΙΑΔΗΣ <box>862 748 997 757</box>
athinaion-date: 6 πρώτος ἑβδομάδα τοῦ 1979 <box>720 1624 854 1634</box>
royagial-line-1: Ἡ ταινία ποὺ πῆρε <box>320 2028 471 2046</box>
doctor-entry <box>854 193 1005 226</box>
doctor-entry <box>1380 714 1540 736</box>
doctor-name: ΔΗΜ. Γ. ΓΡΗΓΟΡΙΑΔΗΣ <box>1400 257 1521 267</box>
lito-director: ΜΑΡΙΟ ΜΟΝΙΤΣΕΛΙ <box>1008 1847 1173 1866</box>
notice-text: Γιὰ πληροφορίες καὶ ὅρους τοῦ διαγωνισμοῦ, οἱ ἐνδιαφερόμενοι μποροῦν νὰ ἀπευθύνονται στὰ γραφεῖα τοῦ Τμήματος Προμηθειῶν καθημερινὰ ἐκτὸς Σαββάτου, κατὰ τὶς ἐργάσιμες ὧρες. <box>36 391 188 466</box>
notice-heading: ΠΡΟΜΗΘΕΙΑ ΚΑΙ ΕΠΙΚΑΤΑΣΤΑΣΗ ΑΝΤΛΗΤΙΚΟΥ ΣΥΓΚΡΟΤΗΜΑΤΟΣ <box>525 344 680 387</box>
athina-film-1: ΡΙΦΙΦΙ <box>1344 1764 1423 1789</box>
notice-text: Ὁ διευθυντὴς Λαγκαδᾶ προκηρύσσει πλειοδοτικὴ δημοπρασία γιὰ τὴ μίσθωση τοῦ χώρου στὴν παραλία τῆς λίμνης Βόλβης. <box>194 293 353 347</box>
doctor-name: Δρ ΝΙΚΟΛΑΟΣ ΓΑΛΑΝΟΣ <box>867 385 992 395</box>
doctor-name: ΝΙΚΟΛΑΟΣ ΧΑΣΙΟΤΑΚΗΣ <box>1396 448 1525 458</box>
kasseto-title: ΚΑΣΕΤΟ-ΦΑΝΤΟΥΡΓΟΣ <box>370 1259 512 1272</box>
athinaion-name: ΑΘΗΝΑΙΟΝ <box>708 2152 866 2182</box>
doctor-name: ΧΡΗΣΤΟΣ Ι. ΚΑΤΣΟΥΦΡΗΣ <box>1393 788 1528 798</box>
doctor-name: ΚΩΣΤΑΣ ΜΑΚΑΡΟΥΔΗΣ <box>1400 639 1520 649</box>
lito-cinema-ad <box>882 1618 1299 2292</box>
notice-heading: ΠΡΟΜΗΘΕΙΑ ΣΥΣΚΕΥΗΣ ΠΡΟΣΔΙΟΡΙΣΜΟΥ ΥΔΡΑΡΓΥΡΟΥ <box>36 495 188 526</box>
doctor-details: Ὀφθαλμίατρος. <box>1425 364 1495 374</box>
doctor-entry <box>1380 788 1540 810</box>
doctor-entry <box>854 748 1005 780</box>
doctor-name: ΔΗΜ. Γ. ΔΑΜΑΝΤΙΔΗΣ <box>1402 416 1519 426</box>
doctor-name: ΛΑΜΠΡΟΣ Α. ΠΟΛΙΤΗΣ <box>1401 523 1520 532</box>
athina-days-3: ΠΑΡΑΣΚΕΥΗ — ΚΥΡΙΑΚΗ <box>1324 1902 1443 1912</box>
doctor-details: Ὁ Κ. Αντ. Δ. Θεολογίδης, ἰατρὸς ὀρθοπεδικὸς χειρουργός, δέχεται καθημερινά. <box>854 236 1005 268</box>
doctor-name: Δρ ΔΙΟΝΥΣΙΟΣ ΝΙΚΟΛΑ'Ι'ΔΗΣ <box>1385 565 1535 575</box>
doctor-name: Δρ ΙΩΑΝΝΗΣ Θ. ΜΠΕΣΑΝΗΣ <box>857 833 1002 843</box>
doctor-entry <box>1380 746 1540 778</box>
doctor-entry <box>1174 619 1364 640</box>
aircon-brand: Diavia artico <box>1053 984 1138 1039</box>
lito-name: ΛΗΤΩ <box>945 1624 1236 1726</box>
doctor-entry <box>1380 151 1540 183</box>
doctor-entry <box>1380 448 1540 470</box>
doctor-name: ΛΕΑΝΔΡΟΣ ΒΑΤΑΚΑΣ <box>1214 353 1323 363</box>
royagial-cast: ΤΖΕΗΜΣ ΜΕΙΣΟΝ - ΝΤΑΓΙΑΝ ΚΑΝΝΟΝ <box>302 2168 489 2178</box>
athinaion-second-film: ΟΙ ΑΙΧΜΑΛΩΤΟΙ ΤΗΣ 2ΑΣ ΛΕΩΦΟΡΟΥ <box>714 1948 860 1978</box>
notice-signature: Ὁ διευθυντὴς Α. ΓΙΑΝΝΑΚΟΠΟΥΛΟΣ <box>64 643 160 664</box>
doctors-column-left <box>850 151 1009 1023</box>
